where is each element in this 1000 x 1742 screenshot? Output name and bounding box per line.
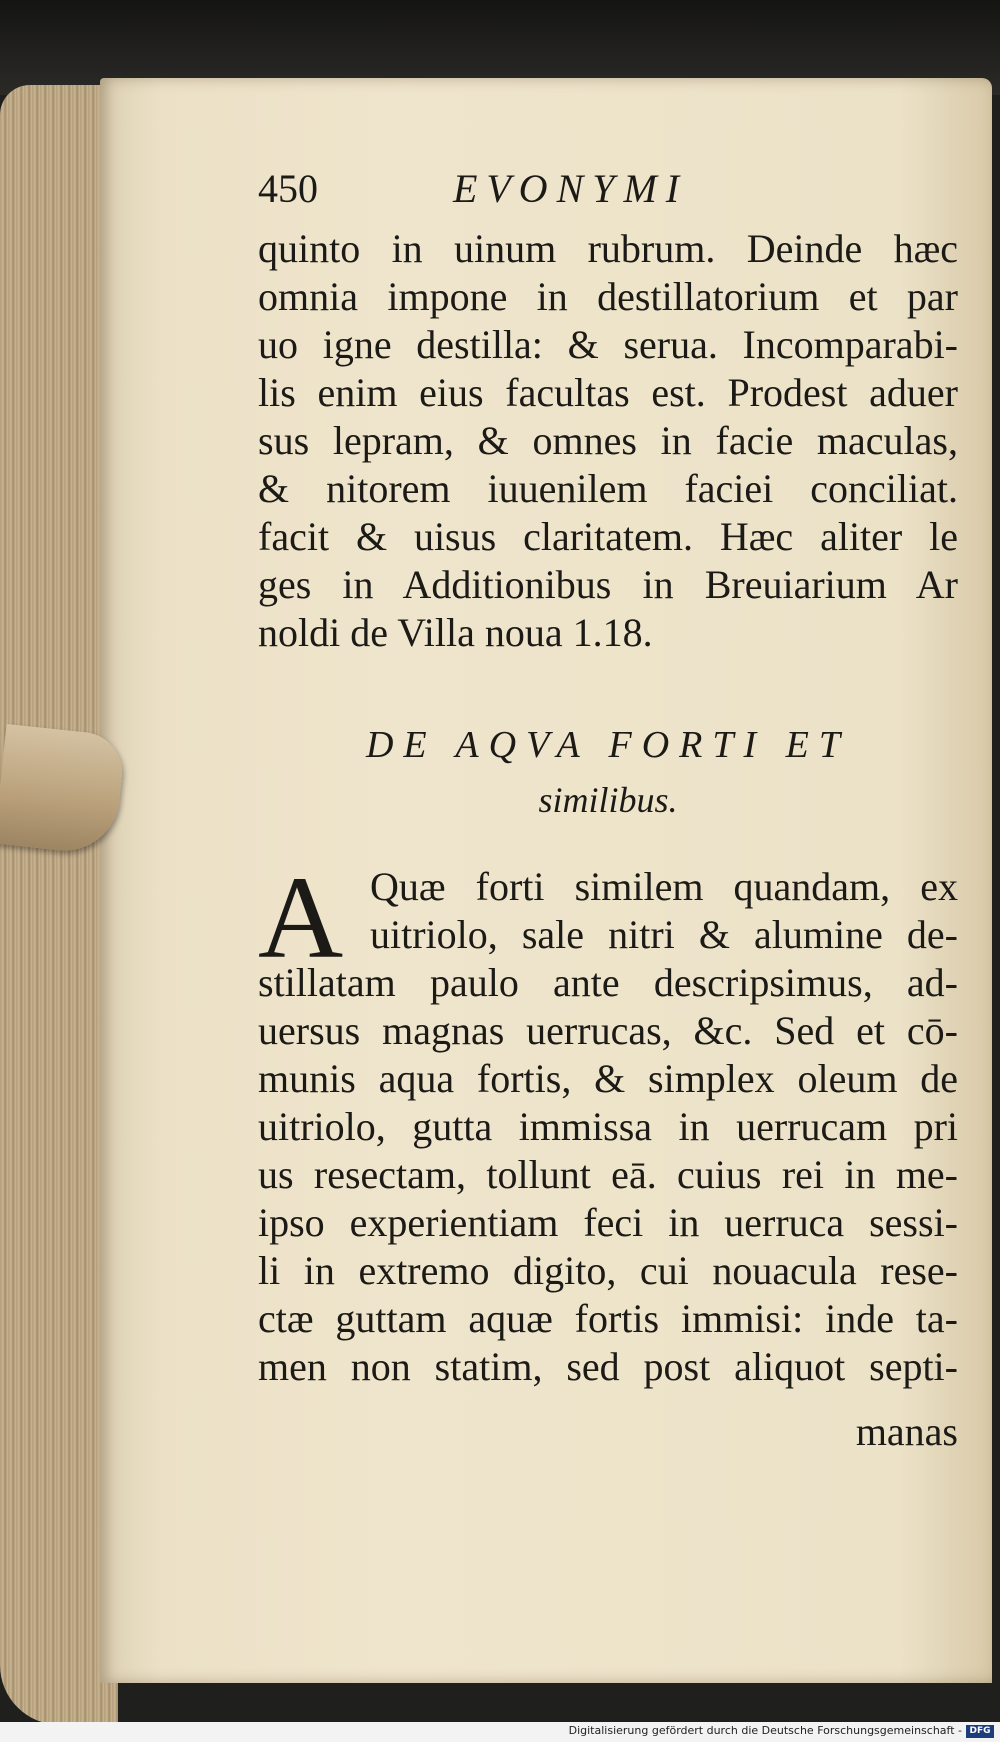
footer-bar <box>0 1722 1000 1742</box>
heading-subtitle: similibus. <box>538 780 678 820</box>
text-line: uitriolo, gutta immissa in uerrucam pri <box>258 1104 958 1149</box>
page-header <box>258 165 958 215</box>
catchword: manas <box>855 1409 958 1454</box>
text-line: Quæ forti similem quandam, ex <box>370 864 958 909</box>
paragraph-1 <box>258 225 958 657</box>
text-line: ipso experientiam feci in uerruca sessi- <box>258 1200 958 1245</box>
text-line: li in extremo digito, cui nouacula rese- <box>258 1248 958 1293</box>
text-line: quinto in uinum rubrum. Deinde hæc <box>258 226 958 271</box>
text-line: lis enim eius facultas est. Prodest aduer <box>258 370 958 415</box>
text-line: ges in Additionibus in Breuiarium Ar <box>258 562 958 607</box>
running-head: EVONYMI <box>453 166 689 211</box>
text-line: sus lepram, & omnes in facie maculas, <box>258 418 958 463</box>
text-line: & nitorem iuuenilem faciei conciliat. <box>258 466 958 511</box>
text-line: men non statim, sed post aliquot septi- <box>258 1344 958 1389</box>
paragraph-2 <box>258 852 958 1391</box>
text-line: omnia impone in destillatorium et par <box>258 274 958 319</box>
page-number: 450 <box>258 166 318 211</box>
text-line: ctæ guttam aquæ fortis immisi: inde ta- <box>258 1296 958 1341</box>
heading-title: DE AQVA FORTI ET <box>365 724 851 766</box>
section-heading <box>258 720 958 830</box>
text-line: uersus magnas uerrucas, &c. Sed et cō- <box>258 1008 958 1053</box>
drop-cap-initial: A <box>258 852 344 983</box>
dfg-logo[interactable]: DFG <box>966 1725 994 1738</box>
funding-credit: Digitalisierung gefördert durch die Deutsche Forschungsgemeinschaft - <box>568 1724 962 1737</box>
text-line: us resectam, tollunt eā. cuius rei in me- <box>258 1152 958 1197</box>
text-line: stillatam paulo ante descripsimus, ad- <box>258 960 958 1005</box>
text-line: munis aqua fortis, & simplex oleum de <box>258 1056 958 1101</box>
text-line: facit & uisus claritatem. Hæc aliter le <box>258 514 958 559</box>
text-line: uo igne destilla: & serua. Incomparabi- <box>258 322 958 367</box>
text-line: noldi de Villa noua 1.18. <box>258 610 653 655</box>
text-line: uitriolo, sale nitri & alumine de- <box>370 912 958 957</box>
